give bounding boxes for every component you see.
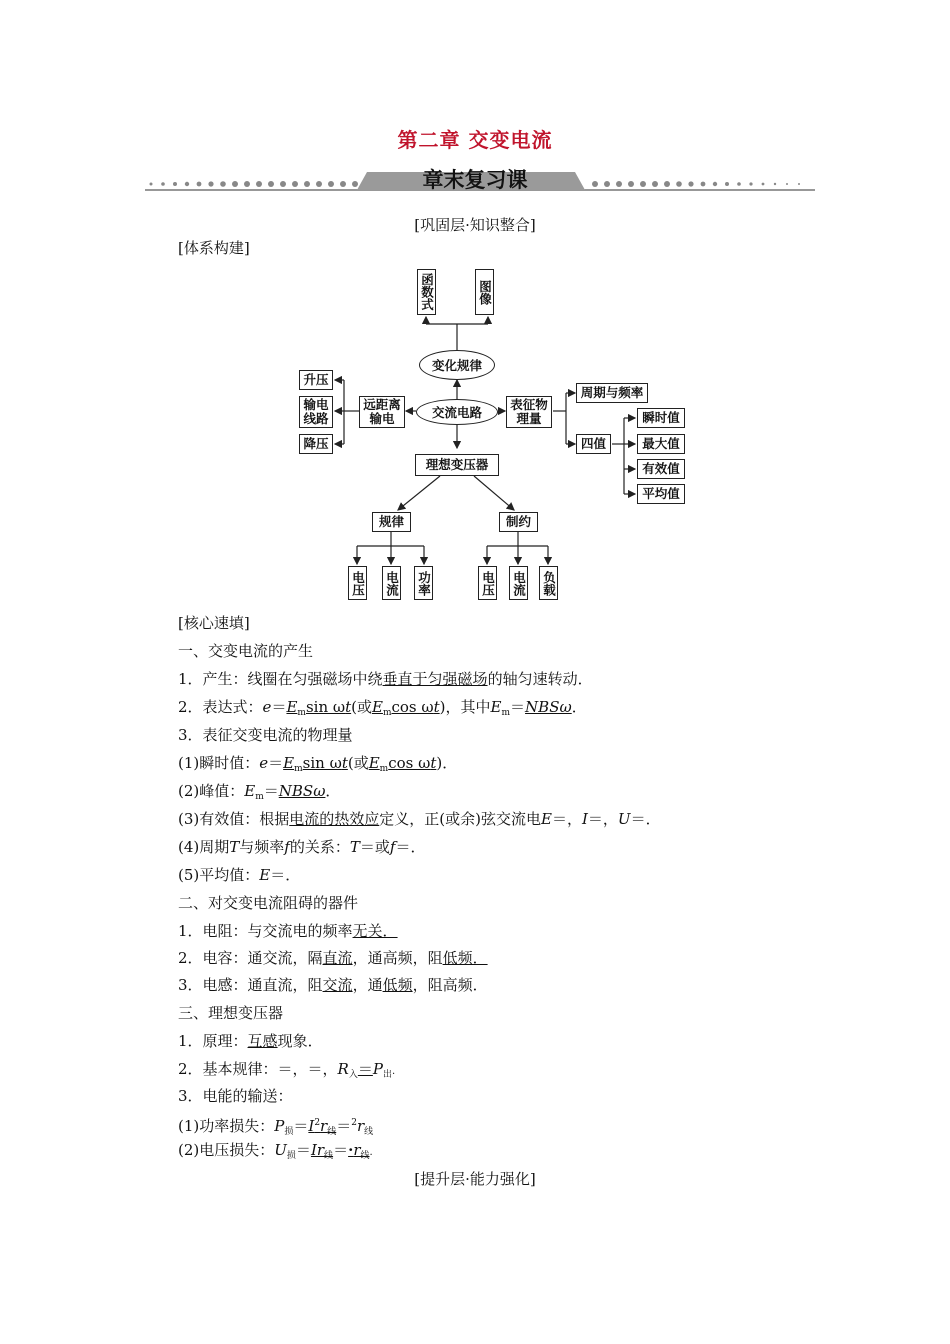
node-law: 规律	[372, 512, 411, 532]
node-period-frequency: 周期与频率	[576, 383, 648, 403]
node-instantaneous: 瞬时值	[637, 408, 685, 428]
node-long-distance-transmission: 远距离输电	[359, 396, 405, 428]
banner-title: 章末复习课	[422, 168, 528, 192]
text-effective: (3)有效值：根据电流的热效应定义，正(或余)弦交流电E＝，I＝，U＝．	[178, 810, 661, 828]
subsection-system: [体系构建]	[178, 239, 250, 257]
node-step-up: 升压	[299, 370, 333, 390]
node-current-2: 电流	[509, 566, 528, 600]
heading-transformer: 三、理想变压器	[178, 1004, 284, 1022]
node-power: 功率	[414, 566, 433, 600]
node-ideal-transformer: 理想变压器	[415, 454, 499, 476]
text-generation: 1．产生：线圈在匀强磁场中绕垂直于匀强磁场的轴匀速转动．	[178, 670, 593, 688]
text-resistor: 1．电阻：与交流电的频率无关．	[178, 922, 398, 940]
node-voltage-2: 电压	[478, 566, 497, 600]
node-maximum: 最大值	[637, 434, 685, 454]
heading-impedance: 二、对交变电流阻碍的器件	[178, 894, 359, 912]
node-constraint: 制约	[499, 512, 538, 532]
node-effective: 有效值	[637, 459, 685, 479]
text-transmission: 3．电能的输送：	[178, 1087, 293, 1105]
subsection-core: [核心速填]	[178, 614, 250, 632]
node-ac-circuit: 交流电路	[416, 399, 498, 425]
node-four-values: 四值	[576, 434, 611, 454]
heading-generation: 一、交变电流的产生	[178, 642, 314, 660]
node-transmission-line: 输电线路	[299, 396, 333, 428]
text-inductor: 3．电感：通直流，阻交流，通低频，阻高频．	[178, 976, 488, 994]
text-power-loss: (1)功率损失：$P_损=I^2r_线=^2r_线$	[178, 1117, 374, 1137]
section-heading-consolidate: [巩固层·知识整合]	[414, 216, 536, 234]
section-heading-improve: [提升层·能力强化]	[414, 1170, 536, 1188]
text-quantities-heading: 3．表征交变电流的物理量	[178, 726, 353, 744]
text-principle: 1．原理：互感现象．	[178, 1032, 323, 1050]
node-step-down: 降压	[299, 434, 333, 454]
text-peak: (2)峰值：$E_m=NBS\omega$．	[178, 782, 341, 802]
text-expression: 2．表达式：$e=E_m\sin$ ωt(或$E_m\cos$ ωt)，其中$E_m=NBS\omega$．	[178, 698, 587, 718]
node-physical-quantities: 表征物理量	[506, 396, 552, 428]
node-average: 平均值	[637, 484, 685, 504]
node-change-law: 变化规律	[419, 350, 495, 380]
text-instantaneous: (1)瞬时值：$e=E_m\sin$ ωt(或$E_m\cos$ ωt)．	[178, 754, 458, 774]
chapter-title: 第二章 交变电流	[397, 128, 553, 152]
node-current-1: 电流	[382, 566, 401, 600]
text-capacitor: 2．电容：通交流，隔直流，通高频，阻低频．	[178, 949, 488, 967]
node-load: 负载	[539, 566, 558, 600]
node-function-expression: 函数式	[417, 269, 436, 315]
text-voltage-loss: (2)电压损失：$U_损=Ir_线=\cdot r_线$.	[178, 1141, 373, 1161]
node-voltage-1: 电压	[348, 566, 367, 600]
text-average: (5)平均值：E＝．	[178, 866, 301, 884]
text-period-frequency: (4)周期T与频率f的关系：T＝或f＝．	[178, 838, 426, 856]
text-basic-law: 2．基本规律：＝，＝，$R_入=P_出$.	[178, 1060, 396, 1080]
node-graph: 图像	[475, 269, 494, 315]
